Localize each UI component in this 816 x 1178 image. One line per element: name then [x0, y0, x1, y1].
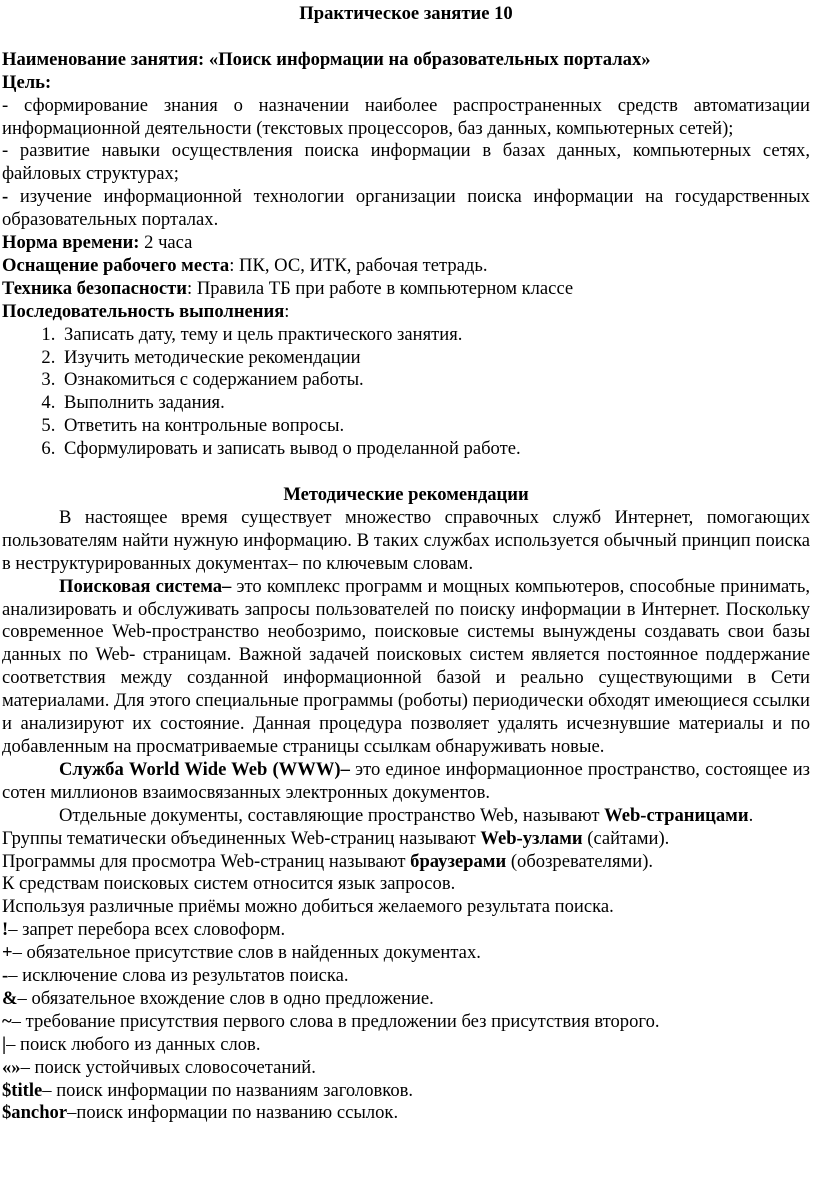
goal-item-1: - сформирование знания о назначении наиболее распространенных средств автоматизации информационной деятельности (текстовых процессоров, баз данных, компьютерных сетей);	[2, 94, 810, 139]
section-heading: Методические рекомендации	[283, 484, 529, 505]
list-item: 5. Ответить на контрольные вопросы.	[60, 415, 810, 438]
paragraph-browsers: Программы для просмотра Web-страниц называют браузерами (обозревателями).	[2, 850, 654, 872]
paragraph-search-engine: Поисковая система– это комплекс программ и мощных компьютеров, способные принимать, анализировать и обслуживать запросы пользователей по поиску информации в Интернет. Поскольку современное Web-пространство необозримо, поисковые системы вынуждены создавать свои базы данных по Web- страницам. Важной задачей поисковых систем является постоянное поддержание соответствия между созданной информационной базой и реально существующими в Сети материалами. Для этого специальные программы (роботы) периодически обходят имеющиеся ссылки и анализируют их состояние. Данная процедура позволяет удалять исчезнувшие материалы и по добавленным на просматриваемые страницы ссылкам обнаруживать новые.	[2, 575, 811, 757]
list-item: 6. Сформулировать и записать вывод о проделанной работе.	[60, 438, 810, 461]
topic-line: Наименование занятия: «Поиск информации на образовательных порталах»	[2, 48, 651, 70]
sequence-label: Последовательность выполнения:	[2, 300, 290, 322]
paragraph-www: Служба World Wide Web (WWW)– это единое информационное пространство, состоящее из сотен миллионов взаимосвязанных электронных документов.	[2, 758, 811, 803]
paragraph-techniques: Используя различные приёмы можно добиться желаемого результата поиска.	[2, 896, 614, 918]
safety: Техника безопасности: Правила ТБ при работе в компьютерном классе	[2, 277, 574, 299]
operator-item: &– обязательное вхождение слов в одно предложение.	[2, 987, 434, 1009]
operator-item: ~– требование присутствия первого слова в предложении без присутствия второго.	[2, 1010, 660, 1032]
operator-item: $anchor–поиск информации по названию ссылок.	[2, 1102, 399, 1124]
operator-item: $title– поиск информации по названиям заголовков.	[2, 1079, 414, 1101]
goal-item-3: - изучение информационной технологии организации поиска информации на государственных образовательных порталах.	[2, 186, 810, 231]
time-norm: Норма времени: 2 часа	[2, 232, 193, 254]
blank-line	[2, 461, 810, 484]
paragraph-query-language: К средствам поисковых систем относится язык запросов.	[2, 873, 456, 895]
equipment: Оснащение рабочего места: ПК, ОС, ИТК, рабочая тетрадь.	[2, 254, 488, 276]
paragraph-web-pages: Отдельные документы, составляющие пространство Web, называют Web-страницами.	[59, 804, 754, 826]
operator-item: +– обязательное присутствие слов в найденных документах.	[2, 942, 481, 964]
list-item: 1. Записать дату, тему и цель практического занятия.	[60, 324, 810, 347]
list-item: 3. Ознакомиться с содержанием работы.	[60, 369, 810, 392]
blank-line	[2, 26, 810, 49]
list-item: 2. Изучить методические рекомендации	[60, 347, 810, 370]
goal-item-2: - развитие навыки осуществления поиска информации в базах данных, компьютерных сетях, файловых структурах;	[2, 140, 810, 185]
list-item: 4. Выполнить задания.	[60, 392, 810, 415]
goal-label: Цель:	[2, 71, 52, 93]
sequence-list	[2, 324, 810, 461]
paragraph-intro: В настоящее время существует множество справочных служб Интернет, помогающих пользователям найти нужную информацию. В таких службах используется обычный принцип поиска в неструктурированных документах– по ключевым словам.	[2, 506, 810, 574]
operator-item: -– исключение слова из результатов поиска.	[2, 965, 349, 987]
operator-item: «»– поиск устойчивых словосочетаний.	[2, 1056, 316, 1078]
operator-item: |– поиск любого из данных слов.	[2, 1033, 261, 1055]
page-title: Практическое занятие 10	[299, 3, 513, 24]
paragraph-web-nodes: Группы тематически объединенных Web-страниц называют Web-узлами (сайтами).	[2, 827, 670, 849]
operator-item: !– запрет перебора всех словоформ.	[2, 919, 286, 941]
